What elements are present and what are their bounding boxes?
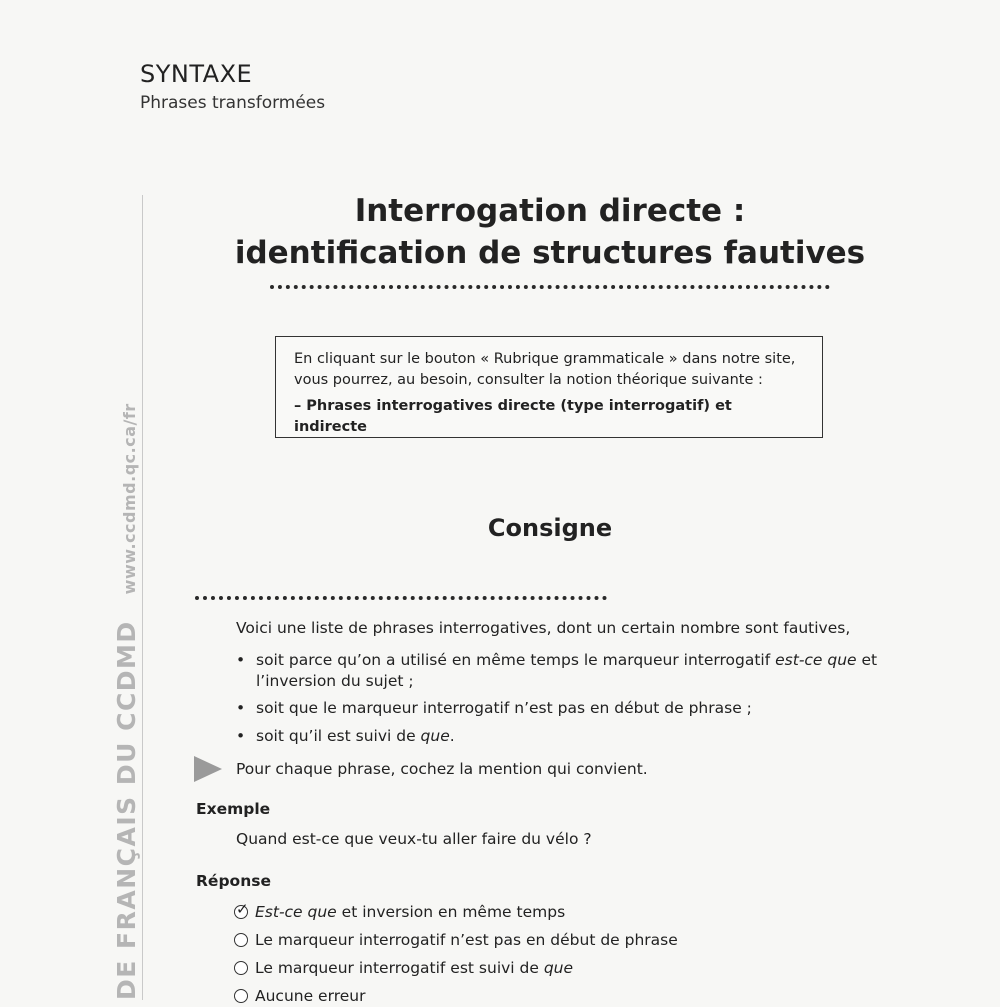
checked-radio-icon[interactable] bbox=[234, 900, 249, 919]
section-title: SYNTAXE bbox=[140, 60, 253, 88]
answer-option-4-text: Aucune erreur bbox=[255, 987, 366, 1005]
bullet-dot: • bbox=[236, 651, 246, 669]
notice-box bbox=[275, 336, 823, 438]
sidebar-vertical-text bbox=[112, 403, 141, 1000]
bullet-1-continuation: l’inversion du sujet ; bbox=[256, 672, 414, 690]
bullet-item-1 bbox=[236, 649, 877, 671]
radio-icon[interactable] bbox=[234, 989, 248, 1003]
bullet-1-text: soit parce qu’on a utilisé en même temps le marqueur interrogatif bbox=[256, 651, 776, 669]
bullet-3-emphasis: que bbox=[420, 727, 450, 745]
page-title-line-2: identification de structures fautives bbox=[234, 235, 866, 271]
bullet-dot: • bbox=[236, 727, 246, 745]
exemple-sentence: Quand est-ce que veux-tu aller faire du vélo ? bbox=[236, 830, 592, 848]
answer-option-1-emphasis: Est-ce que bbox=[255, 903, 337, 921]
bullet-3-text: soit qu’il est suivi de bbox=[256, 727, 421, 745]
title-dotted-rule bbox=[270, 285, 830, 289]
answer-option-3-emphasis: que bbox=[543, 959, 574, 977]
consigne-dotted-rule bbox=[195, 596, 607, 600]
bullet-1-emphasis: est-ce que bbox=[775, 651, 857, 669]
section-subtitle: Phrases transformées bbox=[140, 93, 326, 113]
notice-line-1: En cliquant sur le bouton « Rubrique grammaticale » dans notre site, bbox=[294, 351, 796, 367]
check-mark-icon: ✓ bbox=[236, 900, 249, 918]
answer-option-1-label bbox=[255, 901, 565, 923]
play-arrow-icon bbox=[194, 756, 222, 782]
answer-option-4[interactable] bbox=[234, 985, 365, 1007]
radio-icon[interactable] bbox=[234, 933, 248, 947]
bullet-item-3 bbox=[236, 725, 455, 747]
bullet-1-tail: et bbox=[856, 651, 878, 669]
instruction-text: Pour chaque phrase, cochez la mention qui convient. bbox=[236, 760, 648, 778]
exemple-label: Exemple bbox=[196, 800, 271, 818]
answer-option-2-text: Le marqueur interrogatif n’est pas en début de phrase bbox=[255, 931, 678, 949]
sidebar-divider bbox=[142, 195, 143, 1000]
consigne-intro: Voici une liste de phrases interrogatives, dont un certain nombre sont fautives, bbox=[236, 619, 851, 637]
answer-option-3-text: Le marqueur interrogatif est suivi de bbox=[255, 959, 544, 977]
radio-icon[interactable] bbox=[234, 961, 248, 975]
page-title bbox=[220, 190, 880, 274]
reponse-label: Réponse bbox=[196, 872, 271, 890]
page-title-line-1: Interrogation directe : bbox=[354, 193, 746, 229]
bullet-item-2 bbox=[236, 697, 752, 719]
answer-option-1[interactable] bbox=[234, 901, 565, 923]
sidebar-url: www.ccdmd.qc.ca/fr bbox=[120, 403, 139, 595]
sidebar-brand: DE FRANÇAIS DU CCDMD bbox=[112, 620, 141, 1000]
bullet-3-tail: . bbox=[449, 727, 455, 745]
bullet-dot: • bbox=[236, 699, 246, 717]
notice-item: – Phrases interrogatives directe (type interrogatif) et indirecte bbox=[294, 398, 732, 435]
notice-line-2: vous pourrez, au besoin, consulter la notion théorique suivante : bbox=[294, 372, 763, 388]
answer-option-3[interactable] bbox=[234, 957, 573, 979]
answer-option-2[interactable] bbox=[234, 929, 678, 951]
answer-option-1-text: et inversion en même temps bbox=[336, 903, 566, 921]
answer-option-3-label bbox=[255, 957, 573, 979]
bullet-2-text: soit que le marqueur interrogatif n’est pas en début de phrase ; bbox=[256, 699, 752, 717]
consigne-heading: Consigne bbox=[487, 514, 613, 542]
